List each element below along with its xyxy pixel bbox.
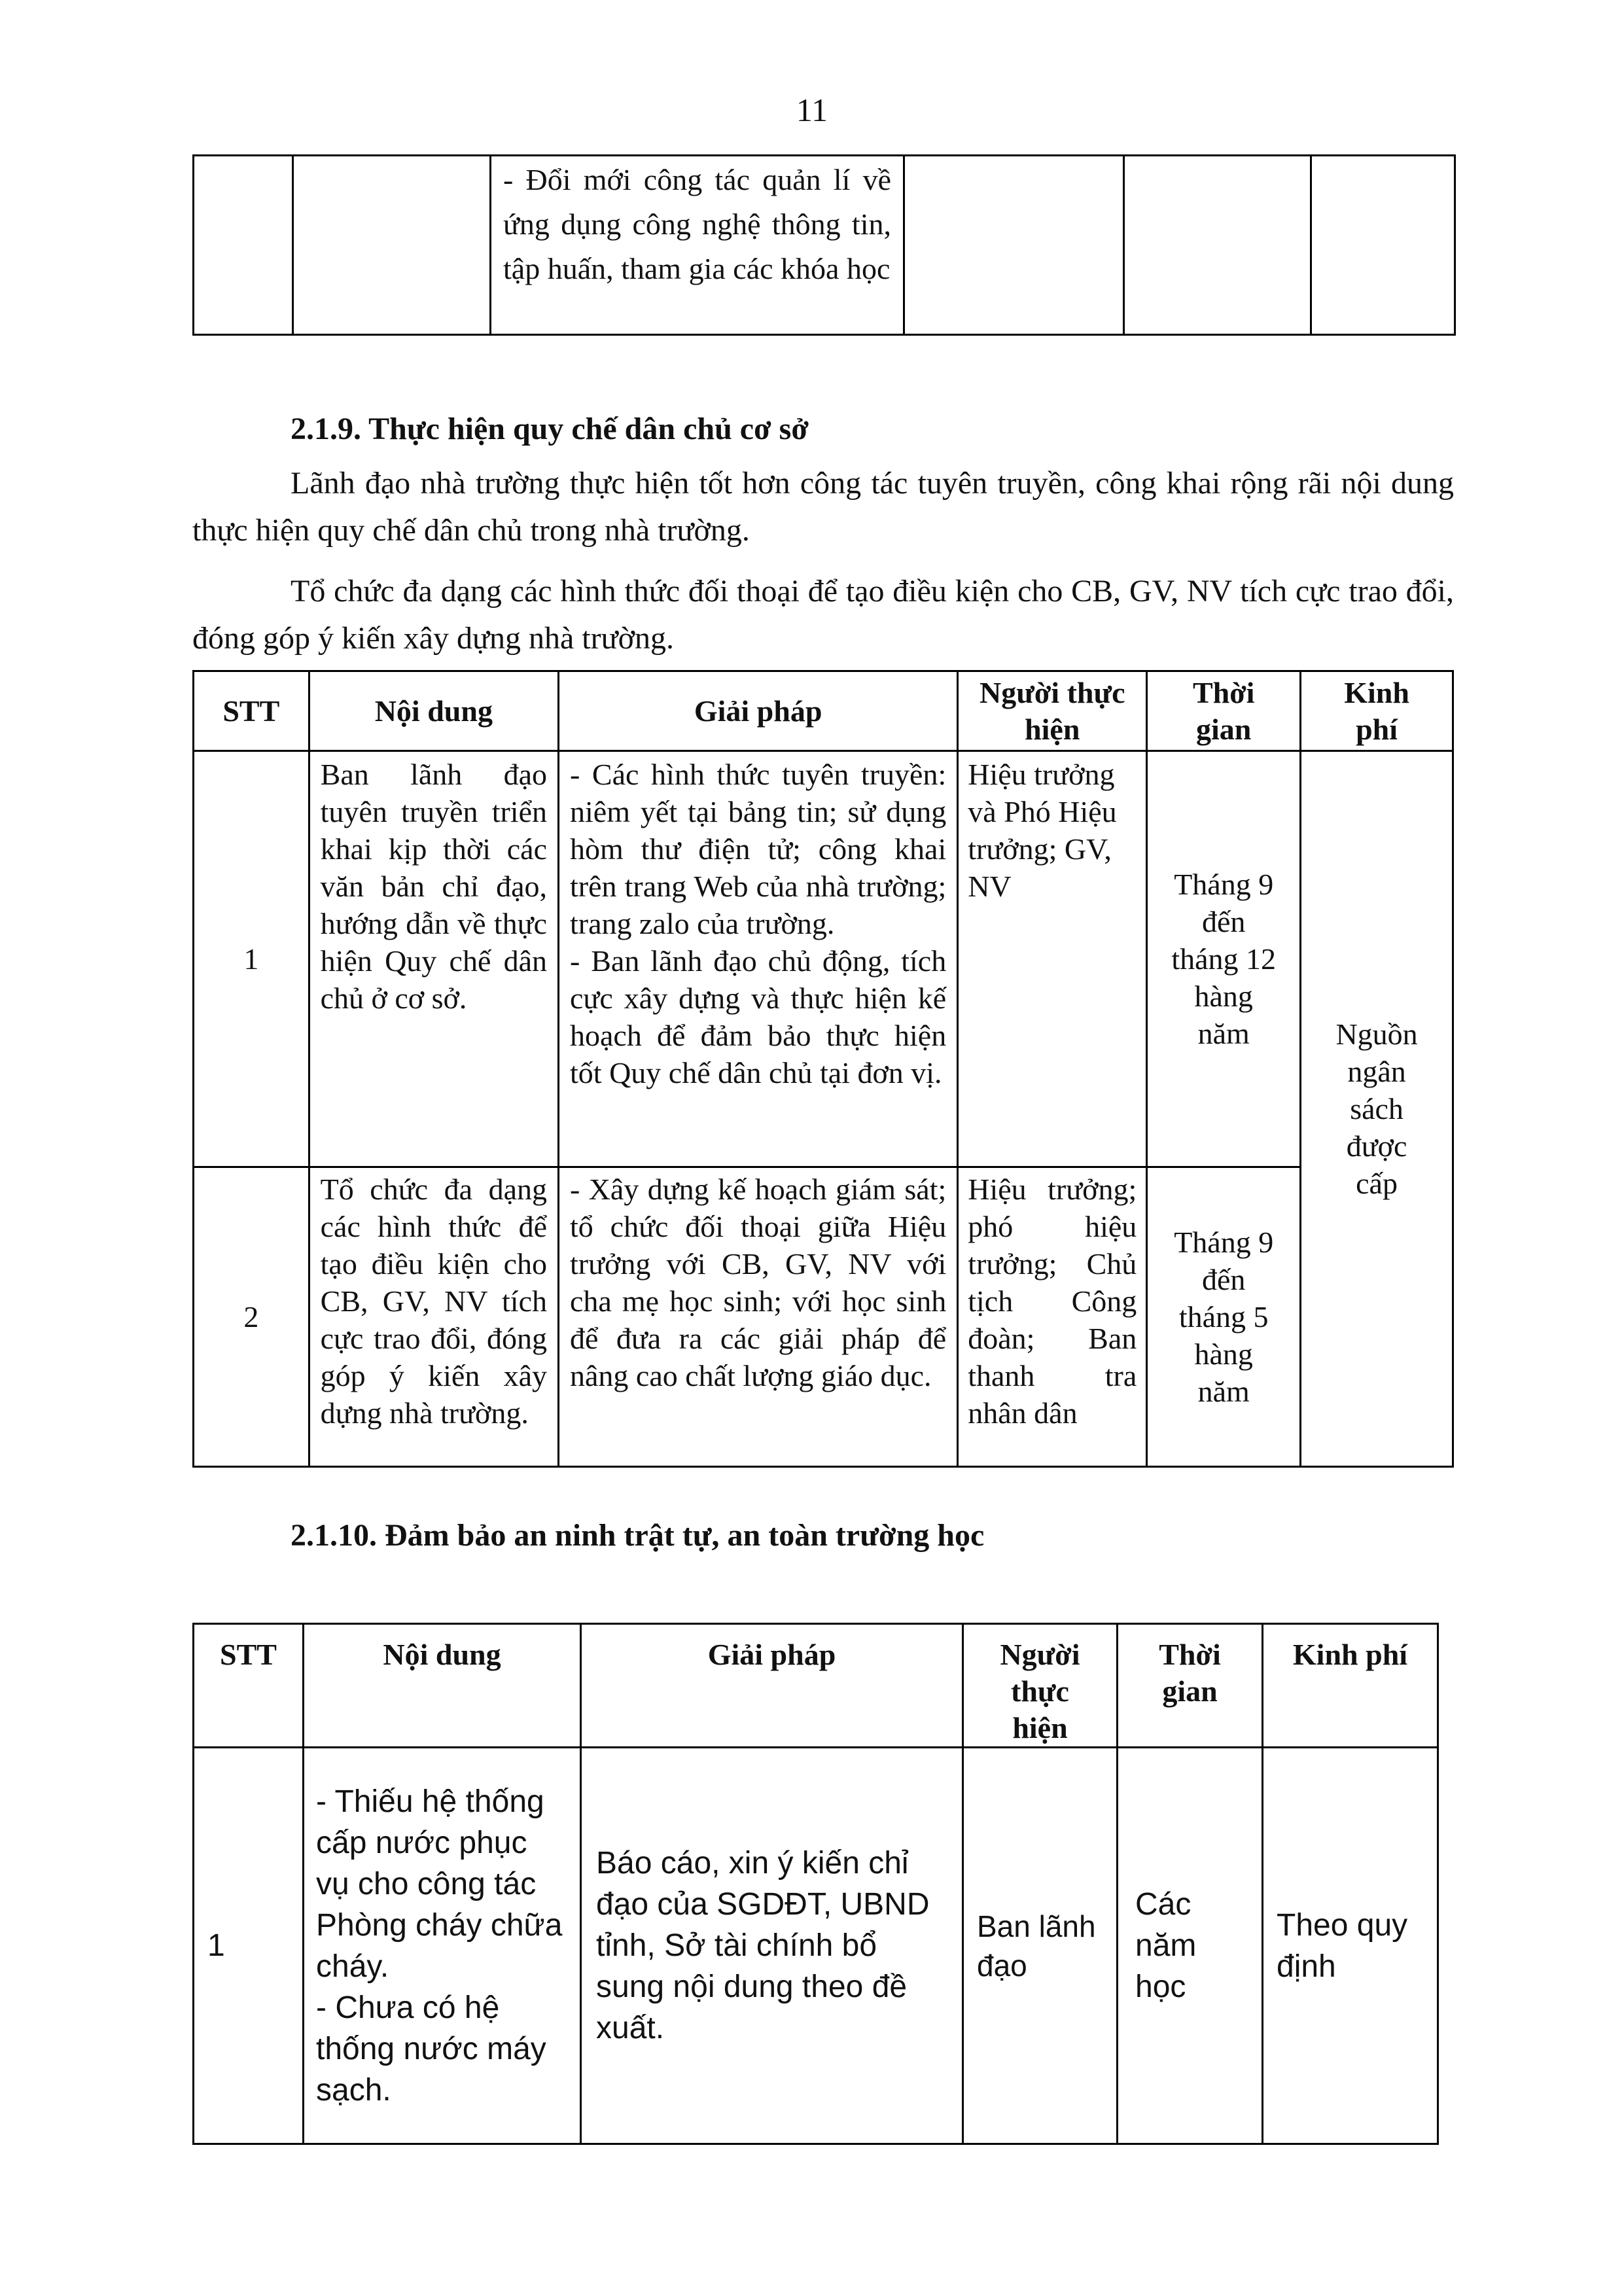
row2-nguoi-cell: [958, 1167, 1147, 1467]
row1-stt: 1: [194, 751, 309, 1167]
header-stt: STT: [194, 671, 309, 751]
table-row: [194, 751, 1453, 1167]
table-row: [194, 1167, 1453, 1467]
table-2110-header-row: [194, 1624, 1438, 1748]
row2-thoi-gian: Tháng 9 đến tháng 5 hàng năm: [1147, 1167, 1301, 1467]
table-row: [194, 1748, 1438, 2144]
header-nguoi: Người thực hiện: [958, 671, 1147, 751]
header-thoi-gian: Thời gian: [1147, 671, 1301, 751]
row1-thoi-gian: Tháng 9 đến tháng 12 hàng năm: [1147, 751, 1301, 1167]
t3-row1-noi-dung-cell: [304, 1748, 581, 2144]
table-219-header-row: [194, 671, 1453, 751]
row2-giai-phap: - Xây dựng kế hoạch giám sát; tổ chức đối thoại giữa Hiệu trưởng với CB, GV, NV với cha mẹ học sinh; với học sinh để đưa ra các giải pháp để nâng cao chất lượng giáo dục.: [570, 1173, 947, 1392]
header-stt: STT: [194, 1624, 304, 1748]
t3-row1-thoi-gian-cell: [1118, 1748, 1263, 2144]
header-noi-dung: Nội dung: [304, 1624, 581, 1748]
cont-giai-phap-text: - Đổi mới công tác quản lí về ứng dụng công nghệ thông tin, tập huấn, tham gia các khóa học: [503, 163, 891, 285]
t3-row1-nguoi-cell: [963, 1748, 1118, 2144]
row1-noi-dung: Ban lãnh đạo tuyên truyền triển khai kịp thời các văn bản chỉ đạo, hướng dẫn về thực hiện Quy chế dân chủ ở cơ sở.: [320, 758, 548, 1015]
row2-stt: 2: [194, 1167, 309, 1467]
cont-thoi-gian-cell: [1124, 156, 1311, 335]
kinh-phi-merged: Nguồn ngân sách được cấp: [1301, 751, 1453, 1467]
cont-noi-dung-cell: [293, 156, 491, 335]
t3-row1-thoi-gian: Các năm học: [1135, 1887, 1197, 2004]
cont-giai-phap-cell: [491, 156, 904, 335]
t3-row1-kinh-phi: Theo quy định: [1277, 1907, 1408, 1984]
continuation-table: [192, 154, 1456, 336]
cont-stt-cell: [194, 156, 293, 335]
section-219-heading: 2.1.9. Thực hiện quy chế dân chủ cơ sở: [291, 412, 809, 446]
row2-noi-dung: Tổ chức đa dạng các hình thức để tạo điều kiện cho CB, GV, NV tích cực trao đổi, đóng góp ý kiến xây dựng nhà trường.: [320, 1173, 548, 1430]
t3-row1-giai-phap: Báo cáo, xin ý kiến chỉ đạo của SGDĐT, UBND tỉnh, Sở tài chính bổ sung nội dung theo đề xuất.: [596, 1846, 930, 2045]
t3-row1-giai-phap-cell: [581, 1748, 963, 2144]
header-kinh-phi: Kinh phí: [1301, 671, 1453, 751]
header-giai-phap: Giải pháp: [581, 1624, 963, 1748]
cont-kinh-phi-cell: [1311, 156, 1455, 335]
header-giai-phap: Giải pháp: [559, 671, 958, 751]
header-noi-dung: Nội dung: [309, 671, 558, 751]
row2-nguoi: Hiệu trưởng; phó hiệu trưởng; Chủ tịch Công đoàn; Ban thanh tra nhân dân: [968, 1173, 1137, 1430]
page-number: 11: [796, 92, 828, 128]
t3-row1-kinh-phi-cell: [1263, 1748, 1438, 2144]
cont-nguoi-cell: [904, 156, 1124, 335]
header-thoi-gian: Thời gian: [1118, 1624, 1263, 1748]
t3-row1-stt: 1: [194, 1748, 304, 2144]
row1-giai-phap-cell: [559, 751, 958, 1167]
row1-giai-phap: - Các hình thức tuyên truyền: niêm yết tại bảng tin; sử dụng hòm thư điện tử; công khai trên trang Web của nhà trường; trang zalo của trường. - Ban lãnh đạo chủ động, tích cực xây dựng và thực hiện kế hoạch để đảm bảo thực hiện tốt Quy chế dân chủ tại đơn vị.: [570, 758, 947, 1089]
t3-row1-nguoi: Ban lãnh đạo: [977, 1909, 1096, 1983]
table-2110: [192, 1623, 1439, 2145]
row1-nguoi: Hiệu trưởng và Phó Hiệu trưởng; GV, NV: [968, 758, 1117, 903]
row2-giai-phap-cell: [559, 1167, 958, 1467]
row1-noi-dung-cell: [309, 751, 558, 1167]
table-219: [192, 670, 1454, 1468]
section-219-paragraph-1: Lãnh đạo nhà trường thực hiện tốt hơn công tác tuyên truyền, công khai rộng rãi nội dung thực hiện quy chế dân chủ trong nhà trường.: [192, 466, 1454, 548]
section-2110-heading: 2.1.10. Đảm bảo an ninh trật tự, an toàn trường học: [291, 1518, 985, 1553]
t3-row1-noi-dung: - Thiếu hệ thống cấp nước phục vụ cho công tác Phòng cháy chữa cháy. - Chưa có hệ thống nước máy sạch.: [316, 1784, 563, 2108]
row1-nguoi-cell: [958, 751, 1147, 1167]
section-219-paragraph-2: Tổ chức đa dạng các hình thức đối thoại để tạo điều kiện cho CB, GV, NV tích cực trao đổi, đóng góp ý kiến xây dựng nhà trường.: [192, 574, 1454, 656]
header-nguoi: Người thực hiện: [963, 1624, 1118, 1748]
header-kinh-phi: Kinh phí: [1263, 1624, 1438, 1748]
row2-noi-dung-cell: [309, 1167, 558, 1467]
